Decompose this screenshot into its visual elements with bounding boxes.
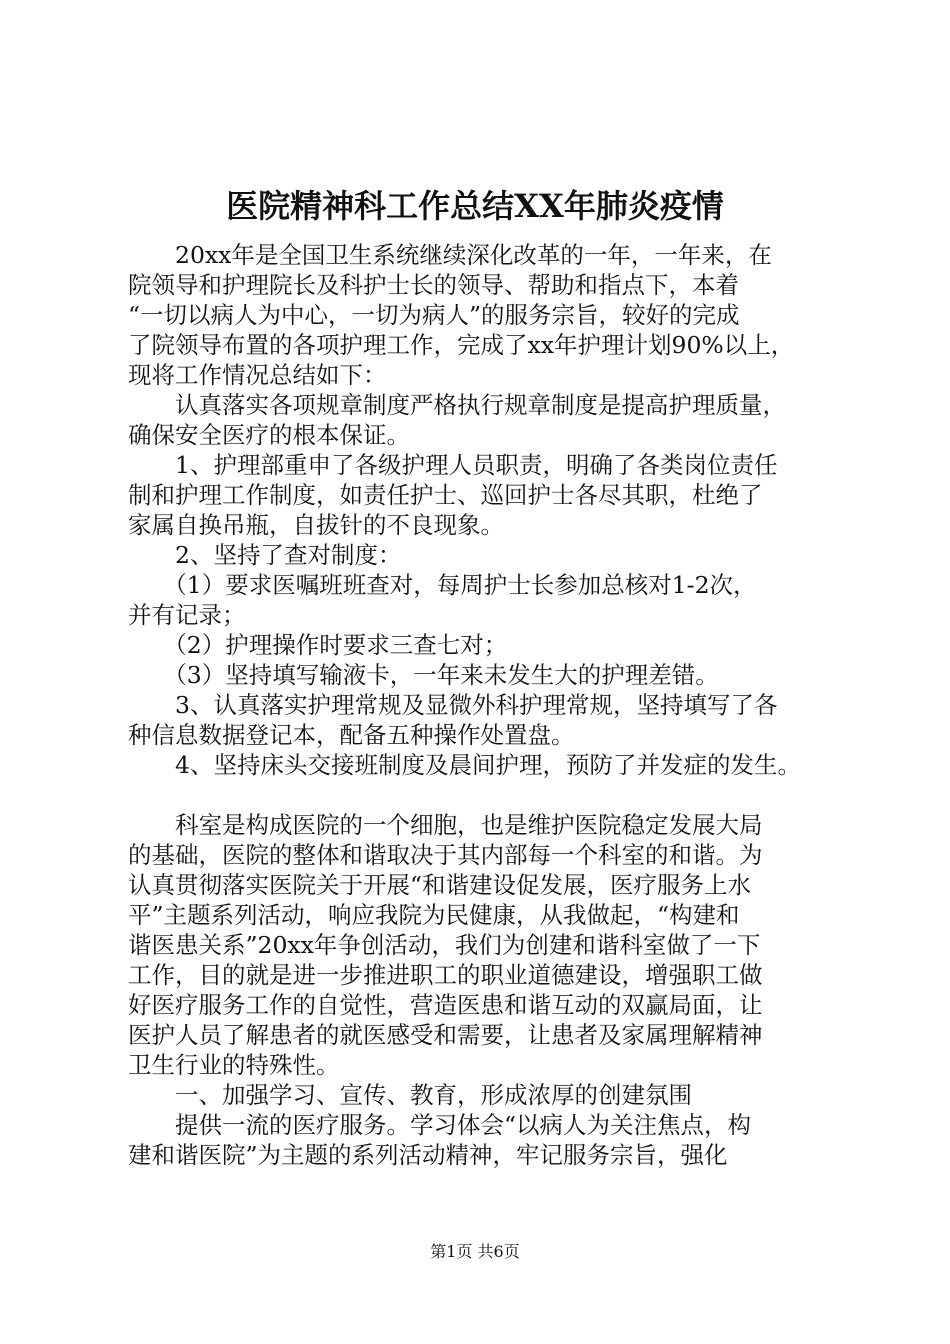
body-line: 科室是构成医院的一个细胞，也是维护医院稳定发展大局 [128, 811, 763, 839]
section-heading: 一、加强学习、宣传、教育，形成浓厚的创建氛围 [128, 1081, 692, 1109]
body-line: 院领导和护理院长及科护士长的领导、帮助和指点下，本着 [128, 271, 739, 299]
body-line: 现将工作情况总结如下： [128, 361, 387, 389]
body-line: （3）坚持填写输液卡，一年来未发生大的护理差错。 [128, 661, 719, 689]
body-line: 平”主题系列活动，响应我院为民健康，从我做起，“构建和 [128, 901, 740, 929]
document-body [128, 240, 838, 1170]
body-line: 好医疗服务工作的自觉性，营造医患和谐互动的双赢局面，让 [128, 991, 763, 1019]
blank-line [128, 780, 838, 810]
body-line: （2）护理操作时要求三查七对； [128, 631, 508, 659]
body-line: 家属自换吊瓶，自拔针的不良现象。 [128, 511, 504, 539]
body-line: 认真贯彻落实医院关于开展“和谐建设促发展，医疗服务上水 [128, 871, 752, 899]
body-line: 1、护理部重申了各级护理人员职责，明确了各类岗位责任 [128, 451, 778, 479]
body-line: 制和护理工作制度，如责任护士、巡回护士各尽其职，杜绝了 [128, 481, 763, 509]
body-line: 的基础，医院的整体和谐取决于其内部每一个科室的和谐。为 [128, 841, 763, 869]
body-line: 3、认真落实护理常规及显微外科护理常规，坚持填写了各 [128, 691, 778, 719]
document-title: 医院精神科工作总结XX年肺炎疫情 [226, 187, 724, 225]
body-line: 提供一流的医疗服务。学习体会“以病人为关注焦点，构 [128, 1111, 752, 1139]
body-line: 医护人员了解患者的就医感受和需要，让患者及家属理解精神 [128, 1021, 763, 1049]
body-line: 工作，目的就是进一步推进职工的职业道德建设，增强职工做 [128, 961, 763, 989]
body-line: 认真落实各项规章制度严格执行规章制度是提高护理质量， [128, 391, 786, 419]
page-number-footer: 第1页 共6页 [430, 1242, 520, 1261]
body-line: 种信息数据登记本，配备五种操作处置盘。 [128, 721, 575, 749]
body-line: 谐医患关系”20xx年争创活动，我们为创建和谐科室做了一下 [128, 931, 761, 959]
body-line: （1）要求医嘱班班查对，每周护士长参加总核对1-2次， [128, 571, 757, 599]
body-line: 4、坚持床头交接班制度及晨间护理，预防了并发症的发生。 [128, 751, 801, 779]
body-line: 了院领导布置的各项护理工作，完成了xx年护理计划90%以上， [128, 331, 795, 359]
body-line: 并有记录； [128, 601, 246, 629]
body-line: 确保安全医疗的根本保证。 [128, 421, 410, 449]
body-line: “一切以病人为中心，一切为病人”的服务宗旨，较好的完成 [128, 301, 740, 329]
body-line: 建和谐医院”为主题的系列活动精神，牢记服务宗旨，强化 [128, 1141, 728, 1169]
body-line: 卫生行业的特殊性。 [128, 1051, 340, 1079]
body-line: 2、坚持了查对制度： [128, 541, 402, 569]
body-line: 20xx年是全国卫生系统继续深化改革的一年，一年来，在 [128, 241, 772, 269]
